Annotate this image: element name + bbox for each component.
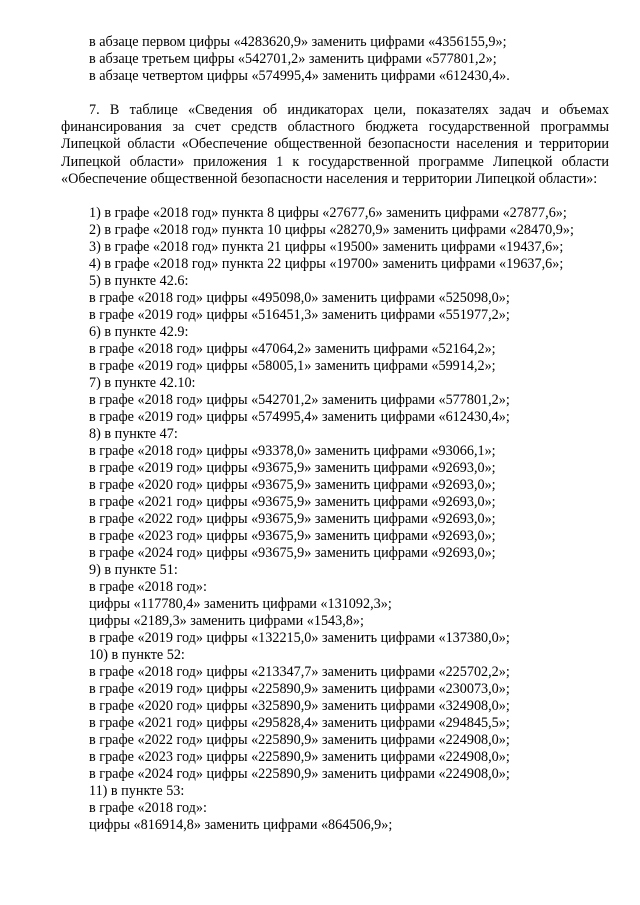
list-item: 5) в пункте 42.6: xyxy=(89,273,189,289)
list-item: 7) в пункте 42.10: xyxy=(89,375,196,391)
list-item: 1) в графе «2018 год» пункта 8 цифры «27677,6» заменить цифрами «27877,6»; xyxy=(89,205,567,221)
list-item: в графе «2018 год» цифры «47064,2» заменить цифрами «52164,2»; xyxy=(89,341,496,357)
list-item: 10) в пункте 52: xyxy=(89,647,185,663)
list-item: в графе «2019 год» цифры «516451,3» заменить цифрами «551977,2»; xyxy=(89,307,510,323)
list-item: в графе «2018 год»: xyxy=(89,800,207,816)
section-7-paragraph xyxy=(61,102,609,188)
list-item: в графе «2019 год» цифры «132215,0» заменить цифрами «137380,0»; xyxy=(89,630,510,646)
list-item: в графе «2021 год» цифры «295828,4» заменить цифрами «294845,5»; xyxy=(89,715,510,731)
list-item: в графе «2019 год» цифры «225890,9» заменить цифрами «230073,0»; xyxy=(89,681,510,697)
list-item: в графе «2022 год» цифры «93675,9» заменить цифрами «92693,0»; xyxy=(89,511,496,527)
list-item: в графе «2018 год» цифры «213347,7» заменить цифрами «225702,2»; xyxy=(89,664,510,680)
list-item: 2) в графе «2018 год» пункта 10 цифры «28270,9» заменить цифрами «28470,9»; xyxy=(89,222,574,238)
section-7-text: 7. В таблице «Сведения об индикаторах цели, показателях задач и объемах финансирования за счет средств областного бюджета государственной программы Липецкой области «Обеспечение общественной безопасности населения и территории Липецкой области» приложения 1 к государственной программе Липецкой области «Обеспечение общественной безопасности населения и территории Липецкой области»: xyxy=(61,102,609,187)
list-item: в графе «2021 год» цифры «93675,9» заменить цифрами «92693,0»; xyxy=(89,494,496,510)
list-item: 9) в пункте 51: xyxy=(89,562,178,578)
list-item: в графе «2019 год» цифры «574995,4» заменить цифрами «612430,4»; xyxy=(89,409,510,425)
list-item: в графе «2023 год» цифры «93675,9» заменить цифрами «92693,0»; xyxy=(89,528,496,544)
amendment-line: в абзаце третьем цифры «542701,2» заменить цифрами «577801,2»; xyxy=(89,51,497,67)
list-item: в графе «2019 год» цифры «58005,1» заменить цифрами «59914,2»; xyxy=(89,358,496,374)
list-item: 3) в графе «2018 год» пункта 21 цифры «19500» заменить цифрами «19437,6»; xyxy=(89,239,564,255)
list-item: в графе «2022 год» цифры «225890,9» заменить цифрами «224908,0»; xyxy=(89,732,510,748)
list-item: 8) в пункте 47: xyxy=(89,426,178,442)
list-item: цифры «816914,8» заменить цифрами «864506,9»; xyxy=(89,817,393,833)
list-item: цифры «117780,4» заменить цифрами «131092,3»; xyxy=(89,596,392,612)
list-item: в графе «2018 год» цифры «542701,2» заменить цифрами «577801,2»; xyxy=(89,392,510,408)
list-item: 6) в пункте 42.9: xyxy=(89,324,189,340)
list-item: в графе «2018 год» цифры «495098,0» заменить цифрами «525098,0»; xyxy=(89,290,510,306)
list-item: в графе «2019 год» цифры «93675,9» заменить цифрами «92693,0»; xyxy=(89,460,496,476)
list-item: в графе «2020 год» цифры «325890,9» заменить цифрами «324908,0»; xyxy=(89,698,510,714)
list-item: в графе «2018 год» цифры «93378,0» заменить цифрами «93066,1»; xyxy=(89,443,496,459)
list-item: цифры «2189,3» заменить цифрами «1543,8»; xyxy=(89,613,364,629)
list-item: 11) в пункте 53: xyxy=(89,783,185,799)
list-item: в графе «2018 год»: xyxy=(89,579,207,595)
list-item: в графе «2024 год» цифры «93675,9» заменить цифрами «92693,0»; xyxy=(89,545,496,561)
list-item: 4) в графе «2018 год» пункта 22 цифры «19700» заменить цифрами «19637,6»; xyxy=(89,256,564,272)
list-item: в графе «2023 год» цифры «225890,9» заменить цифрами «224908,0»; xyxy=(89,749,510,765)
amendment-line: в абзаце первом цифры «4283620,9» заменить цифрами «4356155,9»; xyxy=(89,34,507,50)
list-item: в графе «2020 год» цифры «93675,9» заменить цифрами «92693,0»; xyxy=(89,477,496,493)
amendment-line: в абзаце четвертом цифры «574995,4» заменить цифрами «612430,4». xyxy=(89,68,510,84)
list-item: в графе «2024 год» цифры «225890,9» заменить цифрами «224908,0»; xyxy=(89,766,510,782)
